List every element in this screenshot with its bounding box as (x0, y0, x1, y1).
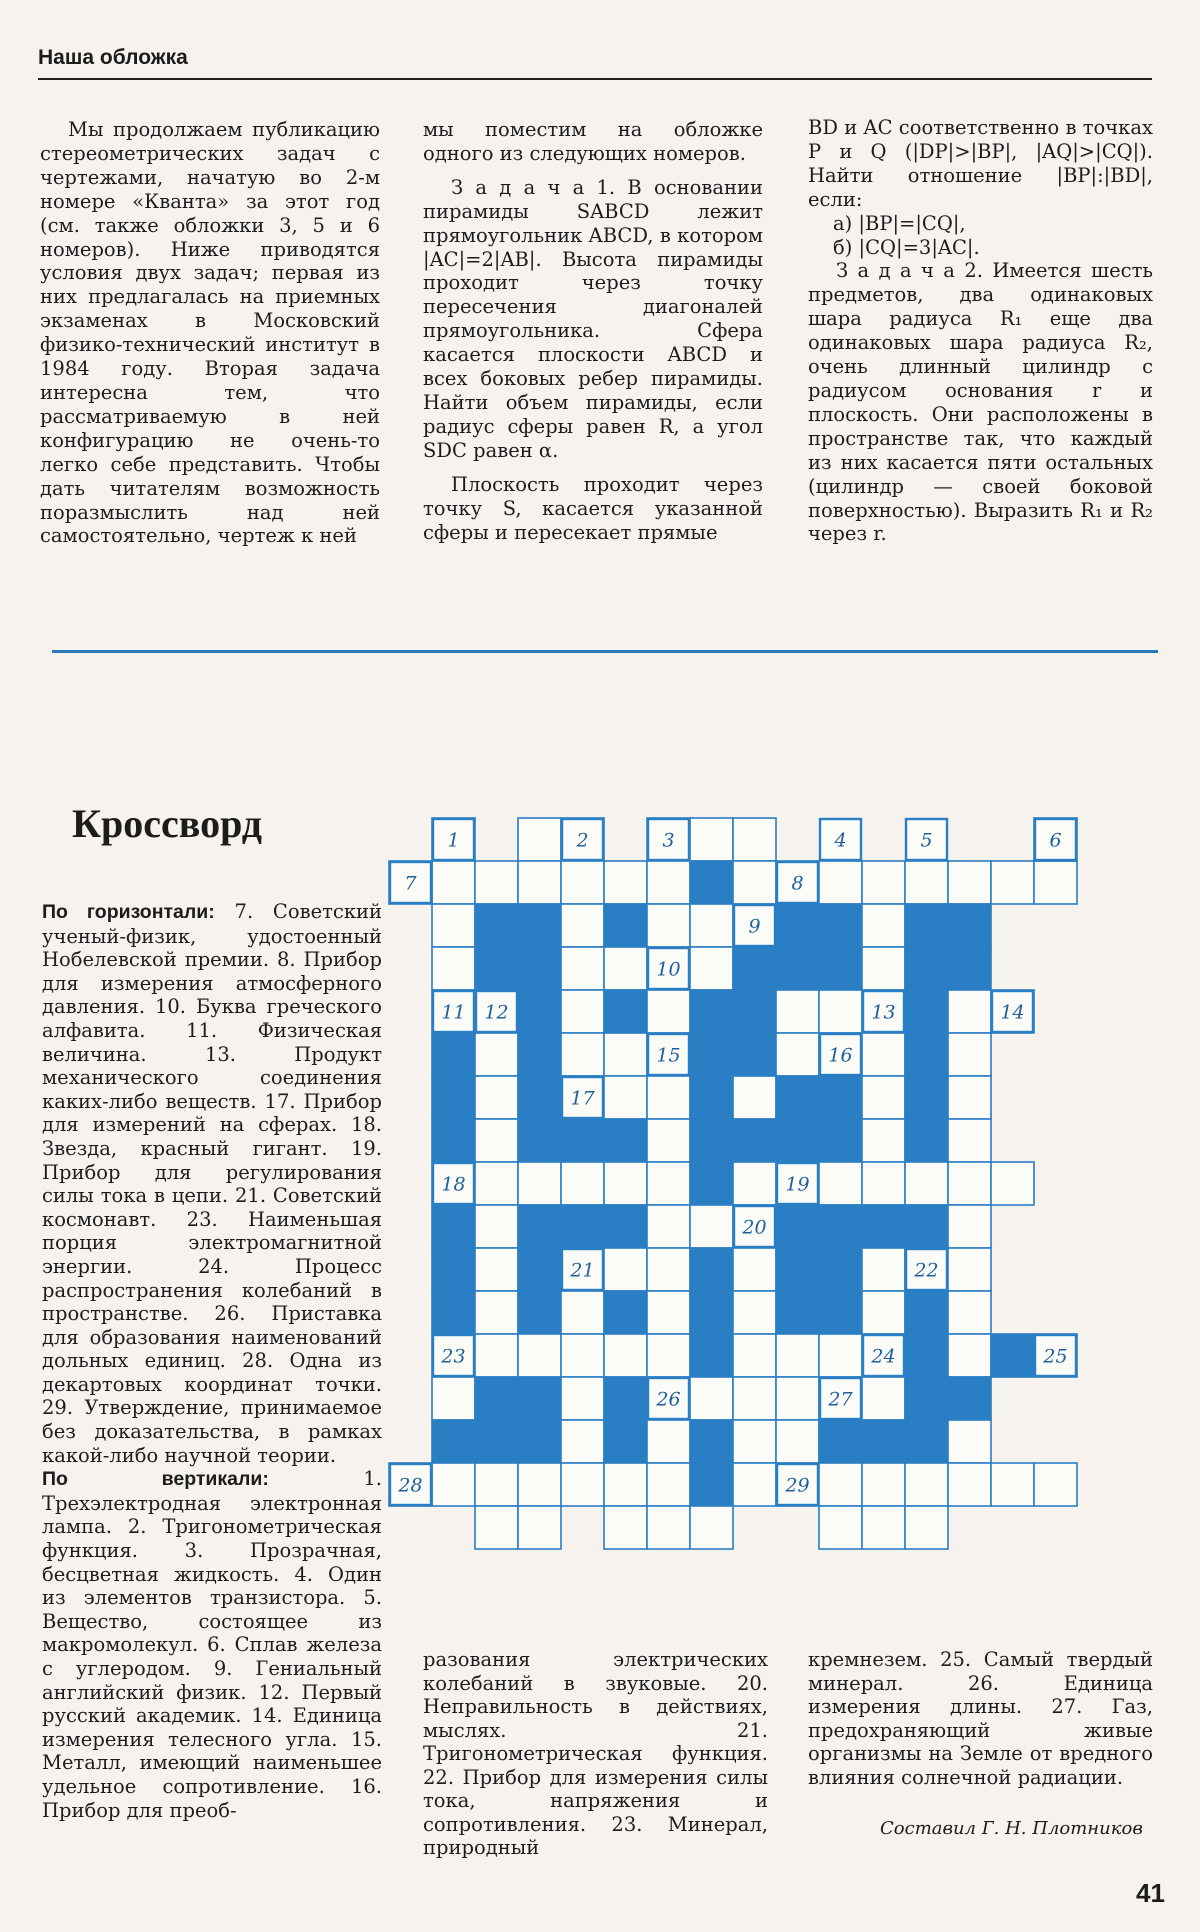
cell-number: 13 (871, 1001, 896, 1024)
crossword-cell[interactable] (862, 1248, 905, 1291)
cell-number: 18 (441, 1173, 466, 1196)
crossword-block (604, 904, 647, 947)
crossword-cell[interactable] (518, 818, 561, 861)
crossword-cell[interactable] (561, 1377, 604, 1420)
crossword-cell[interactable] (733, 818, 776, 861)
crossword-cell[interactable] (862, 1119, 905, 1162)
crossword-block (518, 1248, 561, 1291)
crossword-cell[interactable] (905, 861, 948, 904)
intro-paragraph: мы поместим на обложке одного из следующих номеров. (423, 118, 763, 165)
crossword-block (905, 1291, 948, 1334)
crossword-block (690, 1162, 733, 1205)
crossword-cell[interactable] (647, 1162, 690, 1205)
crossword-block (561, 1119, 604, 1162)
crossword-cell[interactable] (948, 1033, 991, 1076)
crossword-block (690, 1119, 733, 1162)
crossword-block (432, 1291, 475, 1334)
crossword-cell[interactable] (604, 1033, 647, 1076)
crossword-cell[interactable] (432, 947, 475, 990)
crossword-cell[interactable] (733, 1248, 776, 1291)
cell-number: 10 (656, 958, 681, 981)
crossword-cell[interactable] (690, 1205, 733, 1248)
crossword-block (690, 1033, 733, 1076)
crossword-cell[interactable] (733, 1076, 776, 1119)
cell-number: 2 (576, 829, 589, 852)
crossword-cell[interactable] (862, 1033, 905, 1076)
problem-2: З а д а ч а 2. Имеется шесть предметов, два одинаковых шара радиуса R₁ еще два одинаковых шара радиуса R₂, очень длинный цилиндр с радиусом основания r и плоскость. Они расположены в пространстве так, что каждый из них касается пяти остальных (цилиндр — своей боковой поверхностью). Выразить R₁ и R₂ через r. (808, 259, 1153, 546)
crossword-cell[interactable] (819, 1162, 862, 1205)
crossword-block (776, 1291, 819, 1334)
crossword-cell[interactable] (690, 818, 733, 861)
page-number: 41 (1136, 1878, 1165, 1908)
crossword-cell[interactable] (948, 1334, 991, 1377)
crossword-block (690, 1463, 733, 1506)
crossword-cell[interactable] (561, 1033, 604, 1076)
crossword-block (905, 1119, 948, 1162)
crossword-block (604, 1119, 647, 1162)
crossword-block (948, 904, 991, 947)
crossword-block (518, 1291, 561, 1334)
crossword-block (518, 1076, 561, 1119)
cell-number: 7 (404, 872, 417, 895)
crossword-block (475, 947, 518, 990)
crossword-cell[interactable] (948, 1205, 991, 1248)
crossword-block (432, 1420, 475, 1463)
crossword-cell[interactable] (905, 1463, 948, 1506)
crossword-block (776, 904, 819, 947)
crossword-block (905, 904, 948, 947)
crossword-block (776, 1248, 819, 1291)
crossword-block (776, 1205, 819, 1248)
crossword-cell[interactable] (518, 1506, 561, 1549)
intro-paragraph: Плоскость проходит через точку S, касается указанной сферы и пересекает прямые (423, 472, 763, 544)
crossword-cell[interactable] (1034, 861, 1077, 904)
crossword-cell[interactable] (647, 1291, 690, 1334)
crossword-block (733, 990, 776, 1033)
cell-number: 20 (742, 1216, 767, 1239)
crossword-cell[interactable] (604, 1334, 647, 1377)
crossword-cell[interactable] (733, 1377, 776, 1420)
crossword-cell[interactable] (475, 1162, 518, 1205)
crossword-cell[interactable] (819, 1463, 862, 1506)
author-credit: Составил Г. Н. Плотников (880, 1818, 1143, 1839)
crossword-block (819, 1248, 862, 1291)
crossword-cell[interactable] (690, 1506, 733, 1549)
crossword-cell[interactable] (475, 1463, 518, 1506)
crossword-cell[interactable] (518, 1334, 561, 1377)
crossword-block (948, 947, 991, 990)
crossword-cell[interactable] (604, 1162, 647, 1205)
crossword-cell[interactable] (432, 904, 475, 947)
crossword-cell[interactable] (819, 861, 862, 904)
cell-number: 28 (398, 1474, 423, 1497)
crossword-cell[interactable] (604, 1076, 647, 1119)
crossword-cell[interactable] (561, 1334, 604, 1377)
crossword-cell[interactable] (475, 1248, 518, 1291)
crossword-cell[interactable] (432, 1377, 475, 1420)
crossword-block (690, 861, 733, 904)
crossword-block (819, 904, 862, 947)
crossword-block (561, 1205, 604, 1248)
crossword-cell[interactable] (475, 1076, 518, 1119)
crossword-block (432, 1248, 475, 1291)
crossword-block (690, 1334, 733, 1377)
crossword-cell[interactable] (862, 947, 905, 990)
crossword-cell[interactable] (733, 1463, 776, 1506)
crossword-cell[interactable] (819, 990, 862, 1033)
crossword-block (518, 990, 561, 1033)
crossword-cell[interactable] (561, 1162, 604, 1205)
crossword-cell[interactable] (776, 990, 819, 1033)
crossword-block (819, 1205, 862, 1248)
crossword-block (905, 1420, 948, 1463)
cell-number: 22 (914, 1259, 939, 1282)
down-clues: 1. Трехэлектродная электронная лампа. 2. Тригонометрическая функция. 3. Прозрачная, бесцветная жидкость. 4. Один из элементов транзистора. 5. Вещество, состоящее из макромолекул. 6. Сплав железа с углеродом. 9. Гениальный английский физик. 12. Первый русский академик. 14. Единица измерения телесного угла. 15. Металл, имеющий наименьшее удельное сопротивление. 16. Прибор для преоб- (42, 1467, 382, 1822)
across-clues: 7. Советский ученый-физик, удостоенный Нобелевской премии. 8. Прибор для измерения атмосферного давления. 10. Буква греческого алфавита. 11. Физическая величина. 13. Продукт механического соединения каких-либо веществ. 17. Прибор для измерений на сферах. 18. Звезда, красный гигант. 19. Прибор для регулирования силы тока в цепи. 21. Советский космонавт. 23. Наименьшая порция электромагнитной энергии. 24. Процесс распространения колебаний в пространстве. 26. Приставка для образования наименований дольных единиц. 28. Одна из декартовых координат точки. 29. Утверждение, принимаемое без доказательства, в рамках какой-либо научной теории. (42, 900, 382, 1467)
crossword-cell[interactable] (647, 904, 690, 947)
crossword-cell[interactable] (475, 1205, 518, 1248)
crossword-cell[interactable] (819, 1506, 862, 1549)
cell-number: 16 (828, 1044, 853, 1067)
crossword-cell[interactable] (475, 1506, 518, 1549)
crossword-block (905, 1205, 948, 1248)
crossword-block (862, 1420, 905, 1463)
crossword-cell[interactable] (561, 1420, 604, 1463)
crossword-cell[interactable] (948, 990, 991, 1033)
crossword-cell[interactable] (690, 904, 733, 947)
crossword-block (819, 947, 862, 990)
crossword-cell[interactable] (604, 1463, 647, 1506)
cell-number: 24 (871, 1345, 896, 1368)
crossword-cell[interactable] (905, 1162, 948, 1205)
cell-number: 27 (828, 1388, 853, 1411)
crossword-cell[interactable] (475, 861, 518, 904)
crossword-block (905, 990, 948, 1033)
crossword-cell[interactable] (432, 861, 475, 904)
crossword-block (518, 904, 561, 947)
crossword-block (776, 947, 819, 990)
crossword-block (690, 1420, 733, 1463)
crossword-block (604, 1377, 647, 1420)
cell-number: 21 (570, 1259, 595, 1282)
crossword-block (518, 1119, 561, 1162)
crossword-cell[interactable] (776, 1377, 819, 1420)
crossword-block (690, 1291, 733, 1334)
crossword-block (518, 1420, 561, 1463)
crossword-cell[interactable] (647, 1205, 690, 1248)
crossword-cell[interactable] (862, 1076, 905, 1119)
crossword-cell[interactable] (862, 1377, 905, 1420)
intro-paragraph: Мы продолжаем публикацию стереометрических задач с чертежами, начатую во 2-м номере «Кванта» за этот год (см. также обложки 3, 5 и 6 номеров). Ниже приводятся условия двух задач; первая из них предлагалась на приемных экзаменах в Московский физико-технический институт в 1984 году. Вторая задача интересна тем, что рассматриваемую в ней конфигурацию не очень-то легко себе представить. Чтобы дать читателям возможность поразмыслить над ней самостоятельно, чертеж к ней (40, 118, 380, 548)
crossword-cell[interactable] (475, 1291, 518, 1334)
crossword-block (690, 1248, 733, 1291)
problem-1: З а д а ч а 1. В основании пирамиды SABCD лежит прямоугольник ABCD, в котором |AC|=2|AB|. Высота пирамиды проходит через точку пересечения диагоналей прямоугольника. Сфера касается плоскости ABCD и всех боковых ребер пирамиды. Найти объем пирамиды, если радиус сферы равен R, а угол SDC равен α. (423, 175, 763, 462)
crossword-cell[interactable] (561, 1291, 604, 1334)
crossword-block (733, 1033, 776, 1076)
crossword-block (690, 1076, 733, 1119)
crossword-block (905, 1377, 948, 1420)
crossword-cell[interactable] (733, 1334, 776, 1377)
crossword-cell[interactable] (733, 1291, 776, 1334)
crossword-cell[interactable] (561, 990, 604, 1033)
crossword-cell[interactable] (604, 861, 647, 904)
down-clues-part-2: разования электрических колебаний в звуковые. 20. Неправильность в действиях, мыслях. 21. Тригонометрическая функция. 22. Прибор для измерения силы тока, напряжения и сопротивления. 23. Минерал, природный (423, 1648, 768, 1859)
crossword-block (905, 947, 948, 990)
crossword-cell[interactable] (905, 1506, 948, 1549)
crossword-cell[interactable] (862, 1506, 905, 1549)
crossword-cell[interactable] (991, 861, 1034, 904)
crossword-cell[interactable] (690, 947, 733, 990)
cell-number: 14 (1000, 1001, 1025, 1024)
crossword-cell[interactable] (733, 1420, 776, 1463)
crossword-block (475, 904, 518, 947)
crossword-cell[interactable] (647, 861, 690, 904)
crossword-cell[interactable] (948, 861, 991, 904)
cell-number: 9 (748, 915, 761, 938)
crossword-block (819, 1076, 862, 1119)
crossword-cell[interactable] (561, 861, 604, 904)
crossword-block (819, 1420, 862, 1463)
cell-number: 12 (484, 1001, 509, 1024)
crossword-cell[interactable] (432, 1463, 475, 1506)
crossword-cell[interactable] (948, 1248, 991, 1291)
crossword-cell[interactable] (604, 1248, 647, 1291)
crossword-cell[interactable] (647, 990, 690, 1033)
crossword-block (905, 1033, 948, 1076)
condition-b: б) |CQ|=3|AC|. (833, 235, 980, 259)
cell-number: 4 (834, 829, 847, 852)
crossword-block (604, 990, 647, 1033)
crossword-block (733, 947, 776, 990)
crossword-cell[interactable] (948, 1119, 991, 1162)
crossword-cell[interactable] (862, 904, 905, 947)
crossword-cell[interactable] (561, 947, 604, 990)
crossword-block (905, 1334, 948, 1377)
intro-paragraph: BD и AC соответственно в точках P и Q (|DP|>|BP|, |AQ|>|CQ|). Найти отношение |BP|:|BD|, если: (808, 116, 1153, 211)
crossword-cell[interactable] (518, 1463, 561, 1506)
cell-number: 19 (785, 1173, 810, 1196)
cell-number: 1 (447, 829, 460, 852)
crossword-cell[interactable] (862, 861, 905, 904)
crossword-cell[interactable] (518, 1162, 561, 1205)
across-label: По горизонтали: (42, 901, 215, 923)
crossword-cell[interactable] (948, 1076, 991, 1119)
crossword-cell[interactable] (475, 1033, 518, 1076)
down-clues-continued (423, 1648, 768, 1860)
down-clues-continued (808, 1648, 1153, 1789)
crossword-block (819, 1119, 862, 1162)
cell-number: 6 (1049, 829, 1062, 852)
crossword-cell[interactable] (604, 947, 647, 990)
crossword-block (518, 947, 561, 990)
cell-number: 17 (570, 1087, 595, 1110)
crossword-block (948, 1377, 991, 1420)
crossword-cell[interactable] (733, 1162, 776, 1205)
cell-number: 5 (920, 829, 933, 852)
crossword-block (432, 1076, 475, 1119)
crossword-cell[interactable] (776, 1334, 819, 1377)
crossword-block (733, 1119, 776, 1162)
cell-number: 11 (441, 1001, 466, 1024)
down-label: По вертикали: (42, 1468, 269, 1491)
crossword-cell[interactable] (561, 904, 604, 947)
crossword-block (518, 1033, 561, 1076)
crossword-title: Кроссворд (72, 801, 263, 846)
crossword-cell[interactable] (991, 1463, 1034, 1506)
crossword-cell[interactable] (690, 1377, 733, 1420)
crossword-block (475, 1420, 518, 1463)
crossword-cell[interactable] (948, 1291, 991, 1334)
cell-number: 26 (656, 1388, 681, 1411)
crossword-cell[interactable] (475, 1334, 518, 1377)
crossword-cell[interactable] (862, 1162, 905, 1205)
crossword-cell[interactable] (561, 1463, 604, 1506)
crossword-cell[interactable] (862, 1463, 905, 1506)
crossword-cell[interactable] (948, 1463, 991, 1506)
crossword-block (991, 1334, 1034, 1377)
crossword-cell[interactable] (1034, 1463, 1077, 1506)
crossword-block (776, 1076, 819, 1119)
down-clues-part-3: кремнезем. 25. Самый твердый минерал. 26. Единица измерения длины. 27. Газ, предохраняющий живые организмы на Земле от вредного влияния солнечной радиации. (808, 1648, 1153, 1789)
crossword-block (518, 1377, 561, 1420)
crossword-block (432, 1205, 475, 1248)
crossword-cell[interactable] (647, 1420, 690, 1463)
crossword-block (690, 990, 733, 1033)
crossword-cell[interactable] (647, 1119, 690, 1162)
crossword-cell[interactable] (948, 1420, 991, 1463)
crossword-block (432, 1033, 475, 1076)
crossword-cell[interactable] (733, 861, 776, 904)
crossword-block (432, 1119, 475, 1162)
crossword-cell[interactable] (647, 1248, 690, 1291)
crossword-cell[interactable] (475, 1119, 518, 1162)
crossword-block (862, 1205, 905, 1248)
crossword-cell[interactable] (518, 861, 561, 904)
crossword-cell[interactable] (862, 1291, 905, 1334)
cell-number: 23 (441, 1345, 466, 1368)
cell-number: 15 (656, 1044, 681, 1067)
crossword-cell[interactable] (647, 1334, 690, 1377)
crossword-block (604, 1420, 647, 1463)
crossword-block (518, 1205, 561, 1248)
crossword-cell[interactable] (647, 1506, 690, 1549)
crossword-cell[interactable] (819, 1334, 862, 1377)
cell-number: 25 (1043, 1345, 1068, 1368)
cell-number: 8 (791, 872, 804, 895)
crossword-cell[interactable] (647, 1076, 690, 1119)
crossword-cell[interactable] (647, 1463, 690, 1506)
crossword-block (819, 1291, 862, 1334)
crossword-cell[interactable] (948, 1162, 991, 1205)
crossword-cell[interactable] (604, 1506, 647, 1549)
crossword-block (604, 1291, 647, 1334)
section-header: Наша обложка (38, 46, 188, 69)
crossword-block (776, 1119, 819, 1162)
condition-a: а) |BP|=|CQ|, (833, 211, 966, 235)
crossword-cell[interactable] (776, 1420, 819, 1463)
crossword-block (905, 1076, 948, 1119)
cell-number: 29 (785, 1474, 810, 1497)
cell-number: 3 (662, 829, 675, 852)
crossword-cell[interactable] (776, 1033, 819, 1076)
crossword-block (604, 1205, 647, 1248)
crossword-cell[interactable] (991, 1162, 1034, 1205)
crossword-block (475, 1377, 518, 1420)
